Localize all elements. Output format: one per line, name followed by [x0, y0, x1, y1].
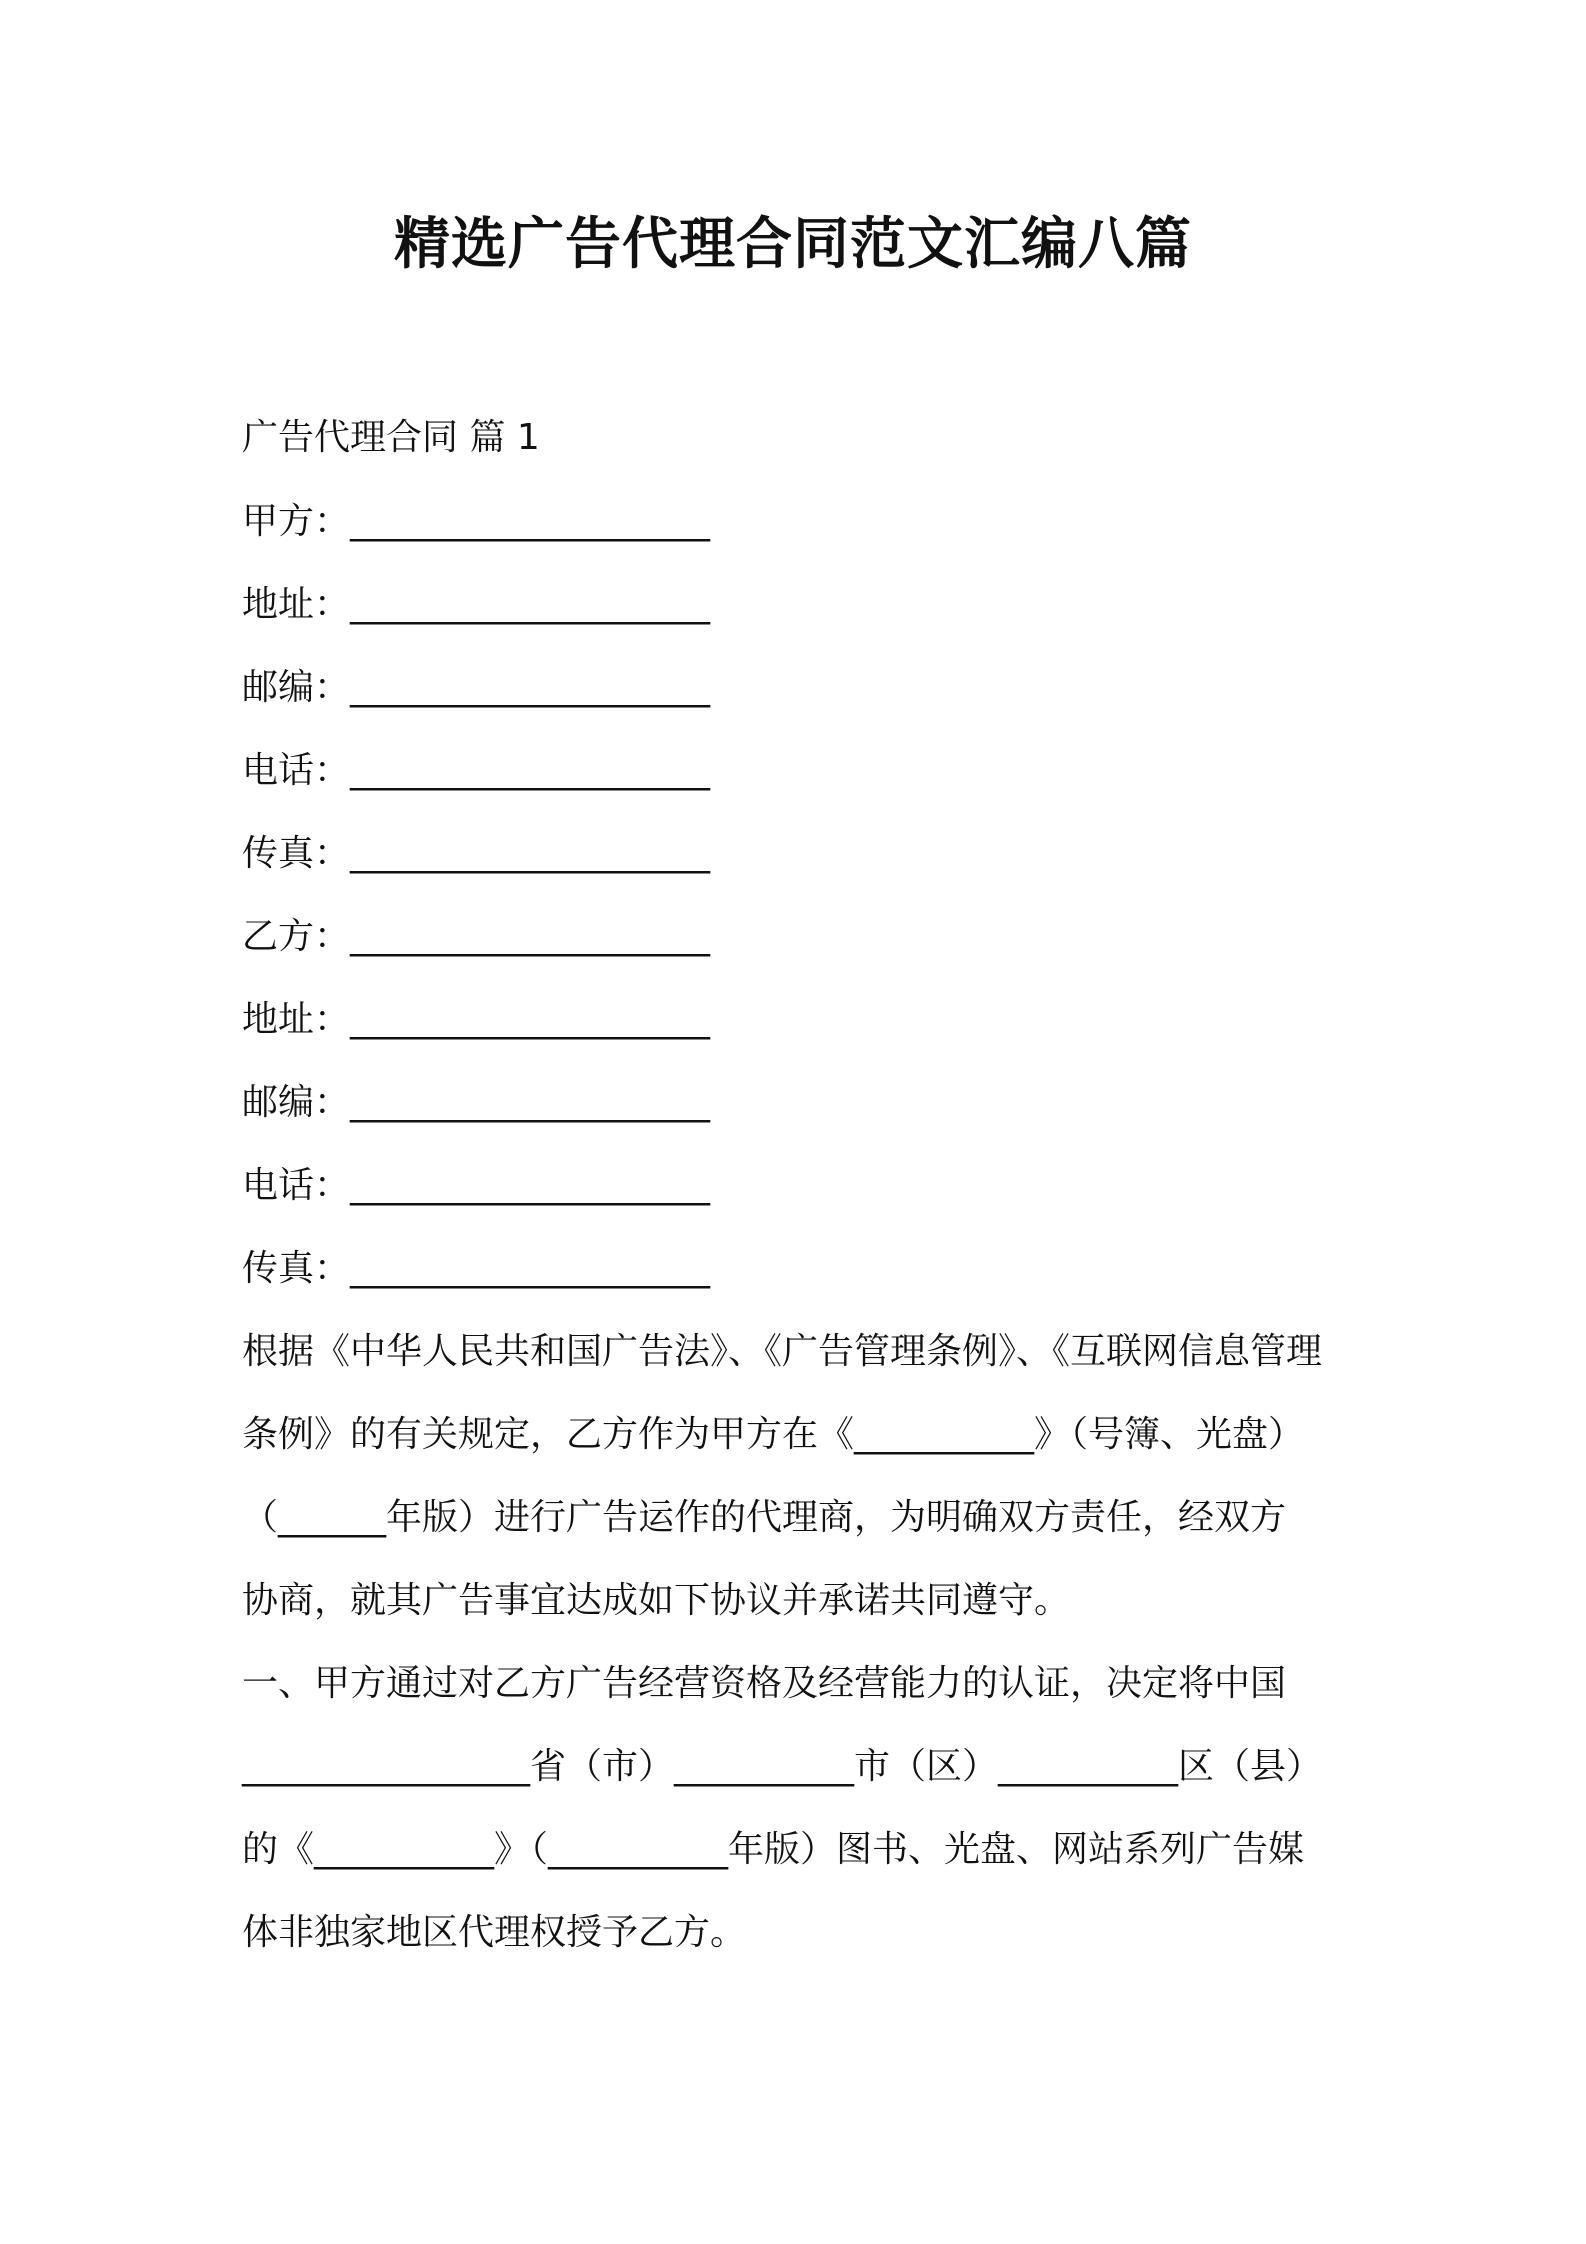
paragraph-1-line-3: （______年版）进行广告运作的代理商，为明确双方责任，经双方 — [242, 1497, 1287, 1538]
field-label: 邮编： — [242, 1082, 351, 1123]
field-label: 甲方： — [242, 501, 351, 542]
field-label: 乙方： — [242, 916, 351, 957]
field-label: 传真： — [242, 1248, 351, 1289]
section-heading: 广告代理合同 篇 1 — [242, 417, 540, 458]
field-label: 电话： — [242, 750, 351, 791]
field-blank: ____________________ — [350, 501, 711, 542]
field-blank: ____________________ — [350, 1082, 711, 1123]
paragraph-2-line-1: 一、甲方通过对乙方广告经营资格及经营能力的认证，决定将中国 — [242, 1663, 1287, 1704]
field-blank: ____________________ — [350, 667, 711, 708]
paragraph-1-line-1: 根据《中华人民共和国广告法》、《广告管理条例》、《互联网信息管理 — [242, 1331, 1323, 1372]
field-label: 地址： — [242, 584, 351, 625]
paragraph-2-line-4: 体非独家地区代理权授予乙方。 — [242, 1912, 747, 1953]
field-label: 邮编： — [242, 667, 351, 708]
party-b-postcode-field — [242, 1078, 710, 1128]
paragraph-2-line-3: 的《__________》（__________年版）图书、光盘、网站系列广告媒 — [242, 1829, 1305, 1870]
party-b-name-field — [242, 912, 710, 962]
field-blank: ____________________ — [350, 999, 711, 1040]
field-blank: ____________________ — [350, 833, 711, 874]
party-a-address-field — [242, 580, 710, 630]
field-blank: ____________________ — [350, 1165, 711, 1206]
field-label: 传真： — [242, 833, 351, 874]
field-blank: ____________________ — [350, 1248, 711, 1289]
field-label: 电话： — [242, 1165, 351, 1206]
paragraph-2-line-2: ________________省（市）__________市（区）__________区（县） — [242, 1746, 1323, 1787]
paragraph-1-line-4: 协商，就其广告事宜达成如下协议并承诺共同遵守。 — [242, 1580, 1071, 1621]
field-label: 地址： — [242, 999, 351, 1040]
field-blank: ____________________ — [350, 584, 711, 625]
party-a-phone-field — [242, 746, 710, 796]
party-b-fax-field — [242, 1244, 710, 1294]
party-a-name-field — [242, 497, 710, 547]
field-blank: ____________________ — [350, 750, 711, 791]
document-title: 精选广告代理合同范文汇编八篇 — [394, 212, 1192, 277]
paragraph-1-line-2: 条例》的有关规定，乙方作为甲方在《__________》（号簿、光盘） — [242, 1414, 1305, 1455]
field-blank: ____________________ — [350, 916, 711, 957]
party-a-fax-field — [242, 829, 710, 879]
party-b-address-field — [242, 995, 710, 1045]
party-a-postcode-field — [242, 663, 710, 713]
party-b-phone-field — [242, 1161, 710, 1211]
